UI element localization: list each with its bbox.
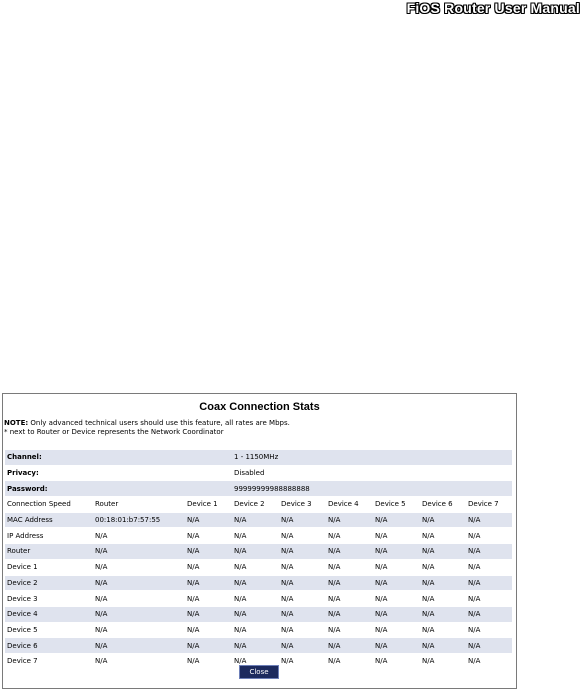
table-cell: N/A [93,653,185,669]
table-cell: N/A [373,653,420,669]
table-cell: N/A [420,512,466,528]
row-label: MAC Address [5,512,93,528]
table-cell: N/A [326,559,373,575]
table-cell: N/A [466,512,512,528]
table-cell: N/A [420,653,466,669]
row-label: IP Address [5,528,93,544]
table-cell: N/A [373,622,420,638]
table-cell: N/A [326,512,373,528]
table-cell: N/A [373,591,420,607]
row-label: Device 3 [5,591,93,607]
summary-value: 1 - 1150MHz [232,450,512,465]
column-header: Device 4 [326,497,373,513]
summary-label: Privacy: [5,465,232,481]
table-cell: N/A [466,528,512,544]
row-label: Device 6 [5,638,93,654]
table-cell: N/A [232,606,279,622]
table-row [5,559,512,575]
note-body: Only advanced technical users should use this feature, all rates are Mbps. [28,419,290,427]
table-cell: N/A [185,512,232,528]
table-cell: N/A [326,528,373,544]
close-button[interactable]: Close [239,665,279,679]
table-cell: N/A [420,544,466,560]
table-cell: N/A [93,591,185,607]
table-cell: N/A [420,638,466,654]
table-cell: 00:18:01:b7:57:55 [93,512,185,528]
table-cell: N/A [466,653,512,669]
table-cell: N/A [279,544,326,560]
panel-title: Coax Connection Stats [199,401,320,413]
table-cell: N/A [373,544,420,560]
table-cell: N/A [232,544,279,560]
table-cell: N/A [93,528,185,544]
table-cell: N/A [373,638,420,654]
table-row [5,528,512,544]
table-cell: N/A [466,622,512,638]
table-row [5,512,512,528]
table-cell: N/A [93,622,185,638]
row-label: Device 7 [5,653,93,669]
table-row [5,606,512,622]
table-cell: N/A [93,638,185,654]
table-cell: N/A [373,512,420,528]
summary-row-privacy [5,465,512,481]
column-header: Device 7 [466,497,512,513]
table-cell: N/A [279,575,326,591]
table-cell: N/A [373,528,420,544]
summary-value: 99999999988888888 [232,481,512,497]
table-row [5,622,512,638]
table-cell: N/A [185,622,232,638]
column-header: Device 6 [420,497,466,513]
table-cell: N/A [279,591,326,607]
column-header-row [5,497,512,513]
table-cell: N/A [420,528,466,544]
row-label: Device 1 [5,559,93,575]
row-label: Device 5 [5,622,93,638]
table-cell: N/A [232,528,279,544]
table-cell: N/A [279,653,326,669]
table-cell: N/A [185,591,232,607]
summary-value: Disabled [232,465,512,481]
table-cell: N/A [185,559,232,575]
table-cell: N/A [232,559,279,575]
summary-row-password [5,481,512,497]
table-cell: N/A [232,512,279,528]
table-cell: N/A [185,606,232,622]
table-row [5,591,512,607]
table-cell: N/A [93,606,185,622]
column-header: Device 5 [373,497,420,513]
table-cell: N/A [232,622,279,638]
table-cell: N/A [185,638,232,654]
table-cell: N/A [326,622,373,638]
table-cell: N/A [232,591,279,607]
table-cell: N/A [279,559,326,575]
table-cell: N/A [326,638,373,654]
table-cell: N/A [326,606,373,622]
table-cell: N/A [373,575,420,591]
table-cell: N/A [420,606,466,622]
table-cell: N/A [326,653,373,669]
table-cell: N/A [185,528,232,544]
table-cell: N/A [185,653,232,669]
table-cell: N/A [373,559,420,575]
coax-connection-stats-panel [2,393,517,689]
table-cell: N/A [93,559,185,575]
column-header: Connection Speed [5,497,93,513]
note-coordinator: * next to Router or Device represents the Network Coordinator [4,428,224,436]
column-header: Device 2 [232,497,279,513]
table-cell: N/A [373,606,420,622]
summary-row-channel [5,450,512,465]
column-header: Router [93,497,185,513]
note-text [4,419,290,437]
table-cell: N/A [93,575,185,591]
table-cell: N/A [466,591,512,607]
table-cell: N/A [232,638,279,654]
table-cell: N/A [326,591,373,607]
table-cell: N/A [420,622,466,638]
table-cell: N/A [279,638,326,654]
table-cell: N/A [420,575,466,591]
table-row [5,638,512,654]
table-cell: N/A [232,575,279,591]
table-cell: N/A [466,559,512,575]
column-header: Device 1 [185,497,232,513]
stats-table [5,450,512,670]
table-cell: N/A [326,575,373,591]
table-cell: N/A [326,544,373,560]
column-header: Device 3 [279,497,326,513]
table-cell: N/A [420,559,466,575]
table-cell: N/A [185,544,232,560]
table-cell: N/A [466,606,512,622]
manual-header-title: FiOS Router User Manual [406,0,580,16]
table-cell: N/A [93,544,185,560]
table-cell: N/A [466,544,512,560]
table-cell: N/A [279,606,326,622]
row-label: Router [5,544,93,560]
table-cell: N/A [185,575,232,591]
table-cell: N/A [279,622,326,638]
note-label: NOTE: [4,419,29,427]
table-cell: N/A [466,638,512,654]
row-label: Device 4 [5,606,93,622]
table-cell: N/A [279,512,326,528]
summary-label: Channel: [5,450,232,465]
row-label: Device 2 [5,575,93,591]
table-row [5,575,512,591]
summary-label: Password: [5,481,232,497]
table-cell: N/A [232,653,279,669]
table-row [5,544,512,560]
table-cell: N/A [279,528,326,544]
table-cell: N/A [466,575,512,591]
table-cell: N/A [420,591,466,607]
